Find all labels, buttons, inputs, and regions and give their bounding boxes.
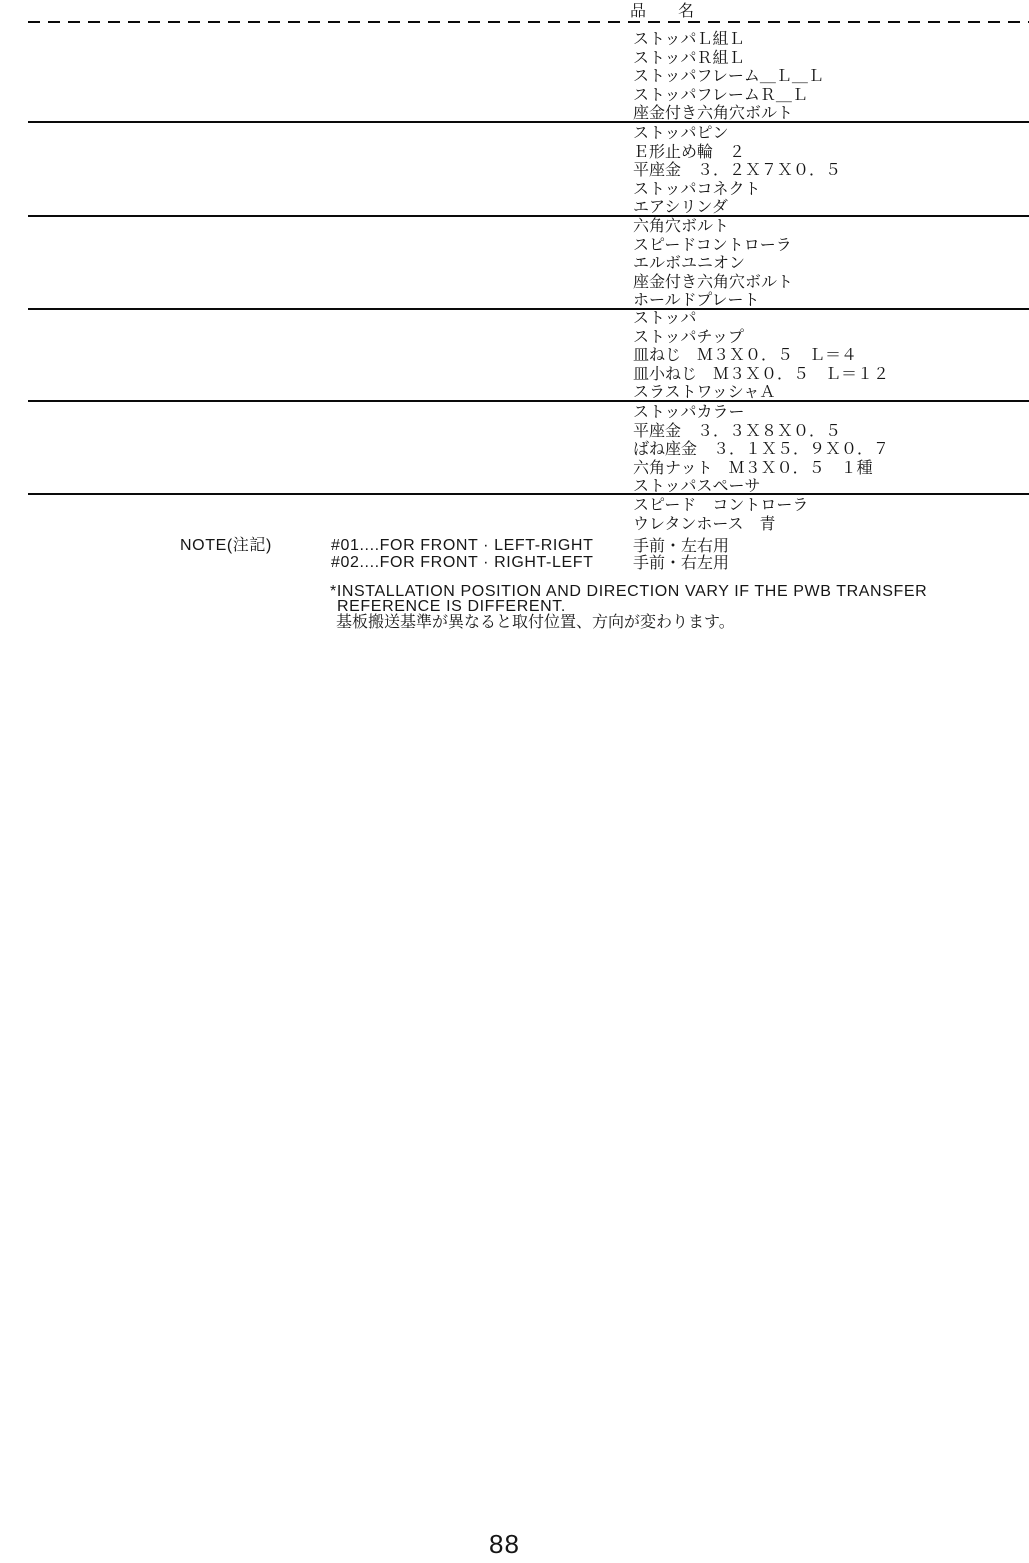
part-name-cell: 平座金 ３．２Ｘ７Ｘ０．５ <box>633 160 842 179</box>
part-name-cell: ストッパチップ <box>633 326 745 346</box>
group-divider-line <box>28 121 1029 123</box>
note-item-code: #02....FOR FRONT · RIGHT-LEFT <box>331 554 594 571</box>
part-name-cell: ストッパＲ組Ｌ <box>633 47 745 67</box>
group-divider-line <box>28 308 1029 310</box>
part-name-cell: ストッパ <box>633 308 697 327</box>
part-name-cell: ウレタンホース 青 <box>633 513 776 533</box>
note-item-usage: 手前・左右用 <box>633 536 730 555</box>
part-name-cell: Ｅ形止め輪 ２ <box>633 141 746 161</box>
note-remark-ja: 基板搬送基準が異なると取付位置、方向が変わります。 <box>336 612 735 631</box>
part-name-cell: ばね座金 ３．１Ｘ５．９Ｘ０．７ <box>633 439 890 458</box>
part-name-cell: エアシリンダ <box>633 197 728 216</box>
part-name-cell: 皿小ねじ Ｍ３Ｘ０．５ Ｌ＝１２ <box>633 363 890 383</box>
note-item-code: #01....FOR FRONT · LEFT-RIGHT <box>331 537 594 554</box>
group-divider-line <box>28 493 1029 495</box>
note-item-usage: 手前・右左用 <box>633 553 730 572</box>
part-name-cell: ホールドプレート <box>633 290 760 309</box>
note-remark-en-line1: *INSTALLATION POSITION AND DIRECTION VARY IF THE PWB TRANSFER <box>330 583 928 600</box>
part-name-cell: 皿ねじ Ｍ３Ｘ０．５ Ｌ＝４ <box>633 345 858 364</box>
part-name-cell: スラストワッシャＡ <box>633 382 776 401</box>
part-name-cell: エルボユニオン <box>633 253 746 272</box>
part-name-cell: ストッパスペーサ <box>633 476 761 495</box>
part-name-cell: ストッパピン <box>633 123 729 142</box>
part-name-cell: ストッパフレームＲ＿Ｌ <box>633 84 808 104</box>
part-name-cell: ストッパＬ組Ｌ <box>633 29 745 48</box>
header-divider-dashed-line <box>28 21 1029 23</box>
part-name-cell: 座金付き六角穴ボルト <box>633 271 794 291</box>
part-name-cell: 六角穴ボルト <box>633 216 730 235</box>
part-name-cell: 平座金 ３．３Ｘ８Ｘ０．５ <box>633 420 842 440</box>
page-number: 88 <box>489 1529 520 1559</box>
group-divider-line <box>28 400 1029 402</box>
note-remark-en-line2: REFERENCE IS DIFFERENT. <box>337 598 566 615</box>
part-name-cell: ストッパカラー <box>633 402 745 421</box>
group-divider-line <box>28 215 1029 217</box>
part-name-cell: 六角ナット Ｍ３Ｘ０．５ １種 <box>633 457 873 477</box>
part-name-cell: ストッパフレーム＿Ｌ＿Ｌ <box>633 66 824 85</box>
column-header-part-name: 品 名 <box>630 1 695 20</box>
part-name-cell: スピード コントローラ <box>633 495 809 514</box>
part-name-cell: ストッパコネクト <box>633 178 761 198</box>
part-name-cell: スピードコントローラ <box>633 234 792 254</box>
note-label: NOTE(注記) <box>180 537 272 554</box>
part-name-cell: 座金付き六角穴ボルト <box>633 103 794 122</box>
